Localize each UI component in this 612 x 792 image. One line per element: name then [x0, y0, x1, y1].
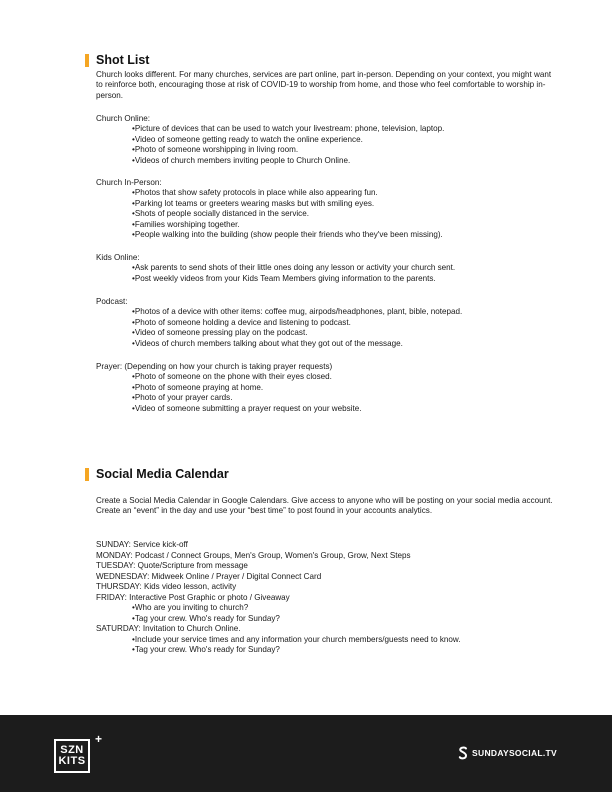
- calendar-day-sunday: SUNDAY: Service kick-off: [96, 540, 188, 549]
- shot-group-kids-online: [96, 253, 566, 284]
- list-item: • Photos of a device with other items: coffee mug, airpods/headphones, plant, bible, notepad.: [132, 307, 566, 317]
- list-item: • Videos of church members talking about what they got out of the message.: [132, 339, 566, 349]
- calendar-day-saturday: SATURDAY: Invitation to Church Online.: [96, 624, 241, 633]
- calendar-day-thursday: THURSDAY: Kids video lesson, activity: [96, 582, 237, 591]
- list-item: • Photos that show safety protocols in place while also appearing fun.: [132, 188, 566, 198]
- group-heading: Church In-Person:: [96, 178, 162, 187]
- calendar-title: Social Media Calendar: [96, 467, 229, 481]
- brand-name: SUNDAYSOCIAL.TV: [472, 748, 557, 758]
- section-accent-bar: [85, 54, 89, 67]
- list-item: • People walking into the building (show people their friends who they've been missing).: [132, 230, 566, 240]
- list-item: • Picture of devices that can be used to watch your livestream: phone, television, laptop.: [132, 124, 566, 134]
- calendar-heading: [85, 467, 229, 481]
- list-item: • Include your service times and any information your church members/guests need to know.: [132, 635, 566, 646]
- list-item: • Photo of your prayer cards.: [132, 393, 566, 403]
- calendar-day-monday: MONDAY: Podcast / Connect Groups, Men's Group, Women's Group, Grow, Next Steps: [96, 550, 411, 560]
- list-item: • Post weekly videos from your Kids Team Members giving information to the parents.: [132, 274, 566, 284]
- sundaysocial-s-icon: [458, 746, 468, 760]
- sundaysocial-brand: [458, 746, 557, 760]
- list-item: • Videos of church members inviting people to Church Online.: [132, 156, 566, 166]
- list-item: • Tag your crew. Who's ready for Sunday?: [132, 614, 566, 625]
- logo-line-1: SZN: [60, 744, 84, 756]
- section-accent-bar: [85, 468, 89, 481]
- calendar-day-friday: FRIDAY: Interactive Post Graphic or photo / Giveaway: [96, 592, 290, 602]
- list-item: • Ask parents to send shots of their little ones doing any lesson or activity your church sent.: [132, 263, 566, 273]
- calendar-schedule: [96, 540, 566, 656]
- plus-icon: +: [94, 732, 102, 746]
- list-item: • Families worshiping together.: [132, 220, 566, 230]
- shot-group-church-in-person: [96, 178, 566, 240]
- group-heading: Podcast:: [96, 297, 128, 306]
- shot-group-podcast: [96, 297, 566, 349]
- logo-box: [54, 739, 90, 773]
- group-heading: Kids Online:: [96, 253, 140, 262]
- shot-group-prayer: [96, 362, 566, 414]
- shot-group-church-online: [96, 114, 566, 166]
- list-item: • Who are you inviting to church?: [132, 603, 566, 614]
- list-item: • Video of someone submitting a prayer request on your website.: [132, 404, 566, 414]
- list-item: • Video of someone pressing play on the podcast.: [132, 328, 566, 338]
- footer-bar: [0, 715, 612, 792]
- calendar-intro: Create a Social Media Calendar in Google Calendars. Give access to anyone who will be posting on your social media account. Create an “event” in the day and use your “best time” to post found in your accounts analytics.: [96, 496, 553, 516]
- shot-list-title: Shot List: [96, 53, 150, 67]
- list-item: • Photo of someone on the phone with their eyes closed.: [132, 372, 566, 382]
- shot-list-heading: [85, 53, 149, 67]
- calendar-day-wednesday: WEDNESDAY: Midweek Online / Prayer / Digital Connect Card: [96, 571, 322, 581]
- szn-kits-logo: [54, 732, 102, 773]
- logo-line-2: KITS: [58, 755, 86, 767]
- list-item: • Video of someone getting ready to watch the online experience.: [132, 135, 566, 145]
- group-heading: Prayer: (Depending on how your church is taking prayer requests): [96, 362, 333, 371]
- list-item: • Parking lot teams or greeters wearing masks but with smiling eyes.: [132, 199, 566, 209]
- list-item: • Shots of people socially distanced in the service.: [132, 209, 566, 219]
- list-item: • Photo of someone holding a device and listening to podcast.: [132, 318, 566, 328]
- list-item: • Photo of someone praying at home.: [132, 383, 566, 393]
- list-item: • Tag your crew. Who's ready for Sunday?: [132, 645, 566, 656]
- list-item: • Photo of someone worshipping in living room.: [132, 145, 566, 155]
- group-heading: Church Online:: [96, 114, 150, 123]
- calendar-day-tuesday: TUESDAY: Quote/Scripture from message: [96, 561, 248, 570]
- shot-list-intro: Church looks different. For many churches, services are part online, part in-person. Depending on your context, you might want to reinforce both, encouraging those at risk of COVID-19 to worship from home, and those who feel comfortable to worship in-person.: [96, 70, 552, 100]
